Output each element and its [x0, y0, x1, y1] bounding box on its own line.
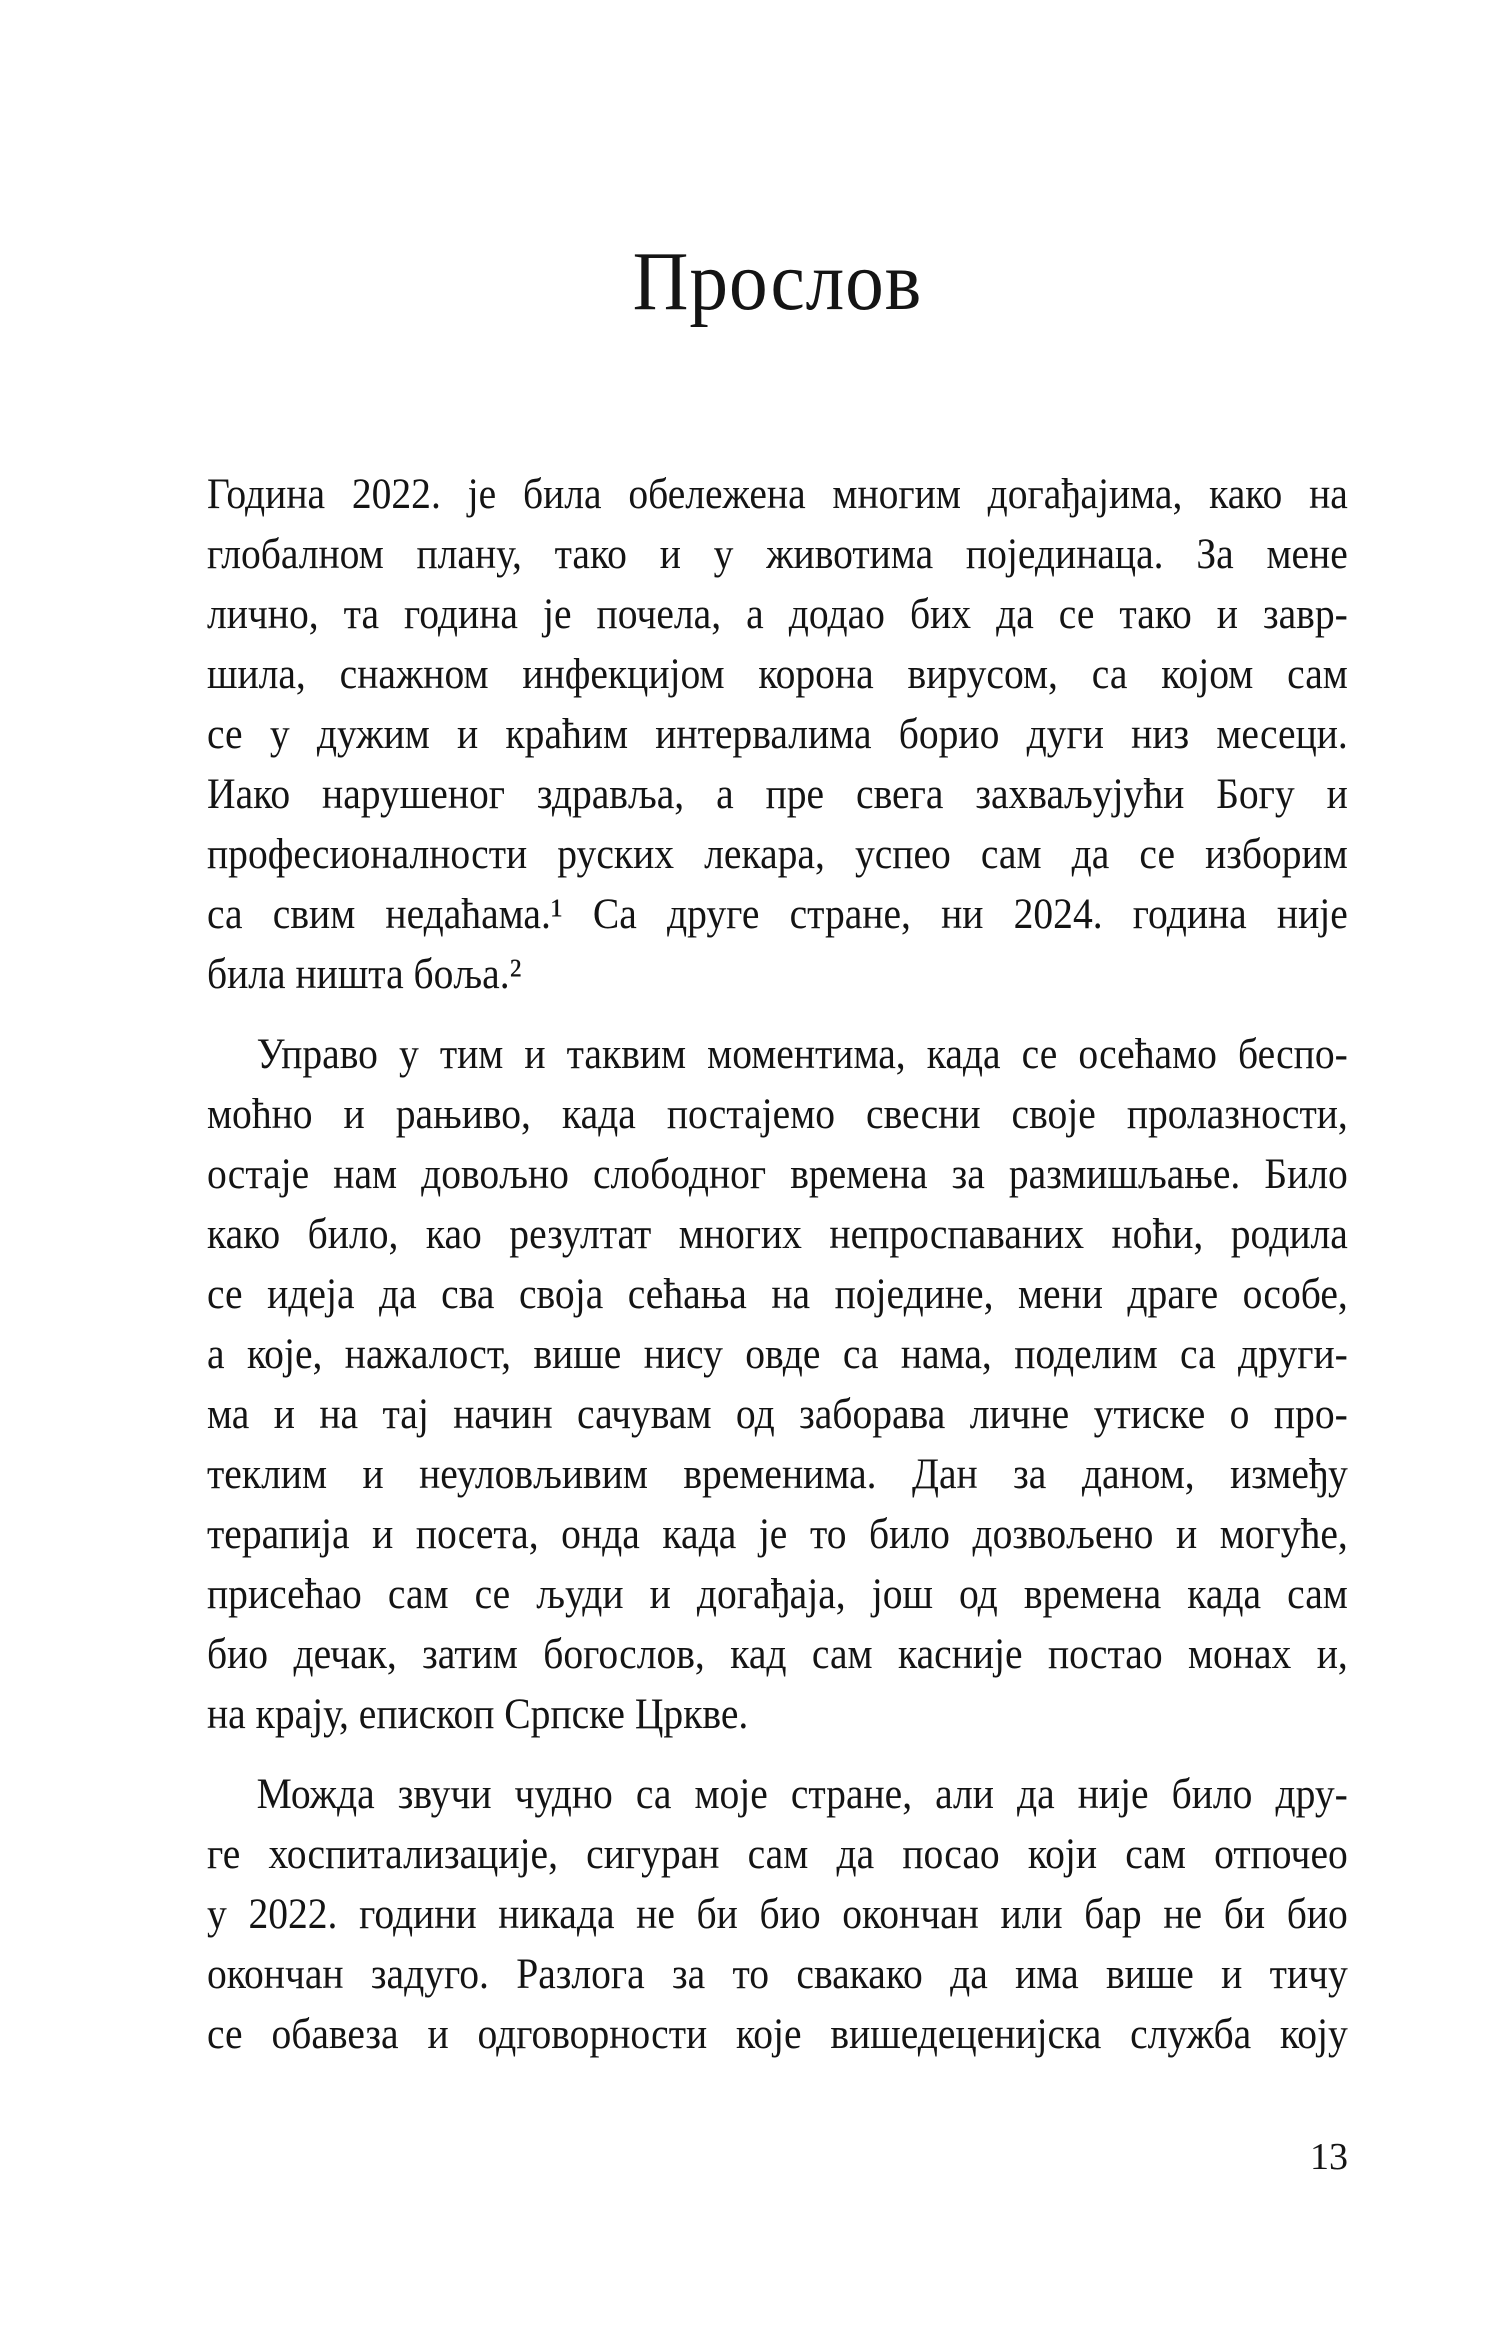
- paragraph: [207, 1765, 1348, 2065]
- text-line: професионалности руских лекара, успео сам да се изборим: [207, 831, 1348, 878]
- page-number: 13: [1310, 2136, 1348, 2178]
- text-line: лично, та година је почела, а додао бих да се тако и завр-: [207, 591, 1348, 638]
- text-line: са свим недаћама.¹ Са друге стране, ни 2024. година није: [207, 891, 1348, 938]
- text-column: [207, 0, 1348, 2327]
- body-text: [207, 465, 1348, 2085]
- text-line: се идеја да сва своја сећања на поједине, мени драге особе,: [207, 1271, 1348, 1318]
- text-line: шила, снажном инфекцијом корона вирусом, са којом сам: [207, 651, 1348, 698]
- text-line: Управо у тим и таквим моментима, када се осећамо беспо-: [256, 1031, 1348, 1078]
- text-line: остаје нам довољно слободног времена за размишљање. Било: [207, 1151, 1348, 1198]
- text-line: терапија и посета, онда када је то било дозвољено и могуће,: [207, 1511, 1348, 1558]
- text-line: у 2022. години никада не би био окончан или бар не би био: [207, 1891, 1348, 1938]
- text-line: окончан задуго. Разлога за то свакако да има више и тичу: [207, 1951, 1348, 1998]
- text-line: теклим и неуловљивим временима. Дан за даном, између: [207, 1451, 1348, 1498]
- text-line: глобалном плану, тако и у животима појединаца. За мене: [207, 531, 1348, 578]
- paragraph: [207, 465, 1348, 1005]
- text-line: био дечак, затим богослов, кад сам касније постао монах и,: [207, 1631, 1348, 1678]
- text-line: Година 2022. је била обележена многим догађајима, како на: [207, 471, 1348, 518]
- text-line: присећао сам се људи и догађаја, још од времена када сам: [207, 1571, 1348, 1618]
- text-line: а које, нажалост, више нису овде са нама, поделим са други-: [207, 1331, 1348, 1378]
- text-line: ма и на тај начин сачувам од заборава личне утиске о про-: [207, 1391, 1348, 1438]
- chapter-title: Прослов: [632, 235, 923, 328]
- text-line: Можда звучи чудно са моје стране, али да није било дру-: [256, 1771, 1348, 1818]
- text-line: била ништа боља.²: [207, 951, 522, 998]
- paragraph: [207, 1025, 1348, 1745]
- text-line: моћно и рањиво, када постајемо свесни своје пролазности,: [207, 1091, 1348, 1138]
- text-line: ге хоспитализације, сигуран сам да посао који сам отпочео: [207, 1831, 1348, 1878]
- text-line: се у дужим и краћим интервалима борио дуги низ месеци.: [207, 711, 1348, 758]
- text-line: на крају, епископ Српске Цркве.: [207, 1691, 749, 1738]
- text-line: како било, као резултат многих непроспаваних ноћи, родила: [207, 1211, 1348, 1258]
- text-line: се обавеза и одговорности које вишедеценијска служба коју: [207, 2011, 1348, 2058]
- text-line: Иако нарушеног здравља, а пре свега захваљујући Богу и: [207, 771, 1348, 818]
